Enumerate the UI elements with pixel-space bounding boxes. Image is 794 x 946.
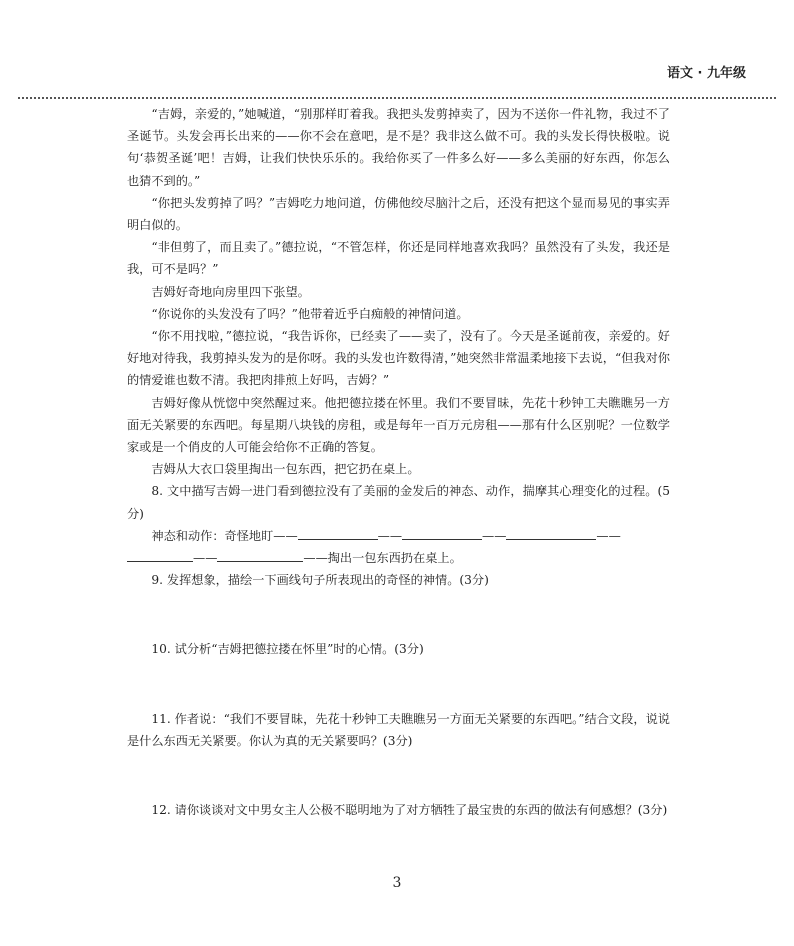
answer-space-12[interactable] bbox=[127, 821, 670, 871]
passage-paragraph: “吉姆，亲爱的，”她喊道，“别那样盯着我。我把头发剪掉卖了，因为不送你一件礼物，我过不了圣诞节。头发会再长出来的——你不会在意吧，是不是？我非这么做不可。我的头发长得快极啦。说句‘恭贺圣诞’吧！吉姆，让我们快快乐乐的。我给你买了一件多么好——多么美丽的好东西，你怎么也猜不到的。” bbox=[127, 107, 670, 188]
question-8: 8. 文中描写吉姆一进门看到德拉没有了美丽的金发后的神态、动作，揣摩其心理变化的过程。(5分) bbox=[127, 484, 670, 521]
answer-space-11[interactable] bbox=[127, 752, 670, 799]
passage-paragraph: “你把头发剪掉了吗？”吉姆吃力地问道，仿佛他绞尽脑汁之后，还没有把这个显而易见的事实弄明白似的。 bbox=[127, 195, 670, 233]
answer-space-9[interactable] bbox=[127, 591, 670, 638]
passage-paragraph: “非但剪了，而且卖了。”德拉说，“不管怎样，你还是同样地喜欢我吗？虽然没有了头发，我还是我，可不是吗？” bbox=[127, 240, 670, 277]
dash: —— bbox=[377, 528, 403, 543]
dash: —— bbox=[596, 528, 621, 543]
answer-blank-5[interactable] bbox=[217, 547, 303, 562]
dash: —— bbox=[193, 551, 218, 566]
question-12: 12. 请你谈谈对文中男女主人公极不聪明地为了对方牺牲了最宝贵的东西的做法有何感想？(3分) bbox=[151, 803, 668, 818]
answer-blank-4[interactable] bbox=[127, 547, 193, 562]
answer-blank-2[interactable] bbox=[402, 525, 482, 540]
question-10: 10. 试分析“吉姆把德拉搂在怀里”时的心情。(3分) bbox=[151, 642, 424, 657]
passage-paragraph: “你不用找啦，”德拉说，“我告诉你，已经卖了——卖了，没有了。今天是圣诞前夜，亲爱的。好好地对待我，我剪掉头发为的是你呀。我的头发也许数得清，”她突然非常温柔地接下去说，“但我对你的情爱谁也数不清。我把肉排煎上好吗，吉姆？” bbox=[127, 329, 670, 388]
subject-grade-label: 语文 · 九年级 bbox=[667, 66, 746, 81]
question-8-fill-line bbox=[127, 525, 670, 547]
passage-and-questions bbox=[127, 103, 670, 871]
answer-space-10[interactable] bbox=[127, 661, 670, 708]
question-11: 11. 作者说：“我们不要冒昧，先花十秒钟工夫瞧瞧另一方面无关紧要的东西吧。”结合文段，说说是什么东西无关紧要。你认为真的无关紧要吗？(3分) bbox=[127, 711, 670, 748]
passage-paragraph: “你说你的头发没有了吗？”他带着近乎白痴般的神情问道。 bbox=[151, 306, 469, 321]
answer-blank-1[interactable] bbox=[298, 525, 378, 540]
answer-blank-3[interactable] bbox=[506, 525, 596, 540]
fill-suffix: ——掏出一包东西扔在桌上。 bbox=[303, 551, 462, 566]
dash: —— bbox=[482, 528, 507, 543]
passage-paragraph: 吉姆好像从恍惚中突然醒过来。他把德拉搂在怀里。我们不要冒昧，先花十秒钟工夫瞧瞧另一方面无关紧要的东西吧。每星期八块钱的房租，或是每年一百万元房租——那有什么区别呢？一位数学家或是一个俏皮的人可能会给你不正确的答复。 bbox=[127, 395, 670, 455]
passage-paragraph: 吉姆好奇地向房里四下张望。 bbox=[151, 284, 310, 299]
fill-prefix: 神态和动作：奇怪地盯—— bbox=[151, 528, 298, 543]
page-number: 3 bbox=[392, 875, 402, 891]
header-dotted-rule bbox=[18, 97, 776, 99]
question-9: 9. 发挥想象，描绘一下画线句子所表现出的奇怪的神情。(3分) bbox=[151, 573, 489, 588]
question-8-fill-line-2 bbox=[127, 547, 670, 569]
passage-paragraph: 吉姆从大衣口袋里掏出一包东西，把它扔在桌上。 bbox=[151, 462, 420, 477]
